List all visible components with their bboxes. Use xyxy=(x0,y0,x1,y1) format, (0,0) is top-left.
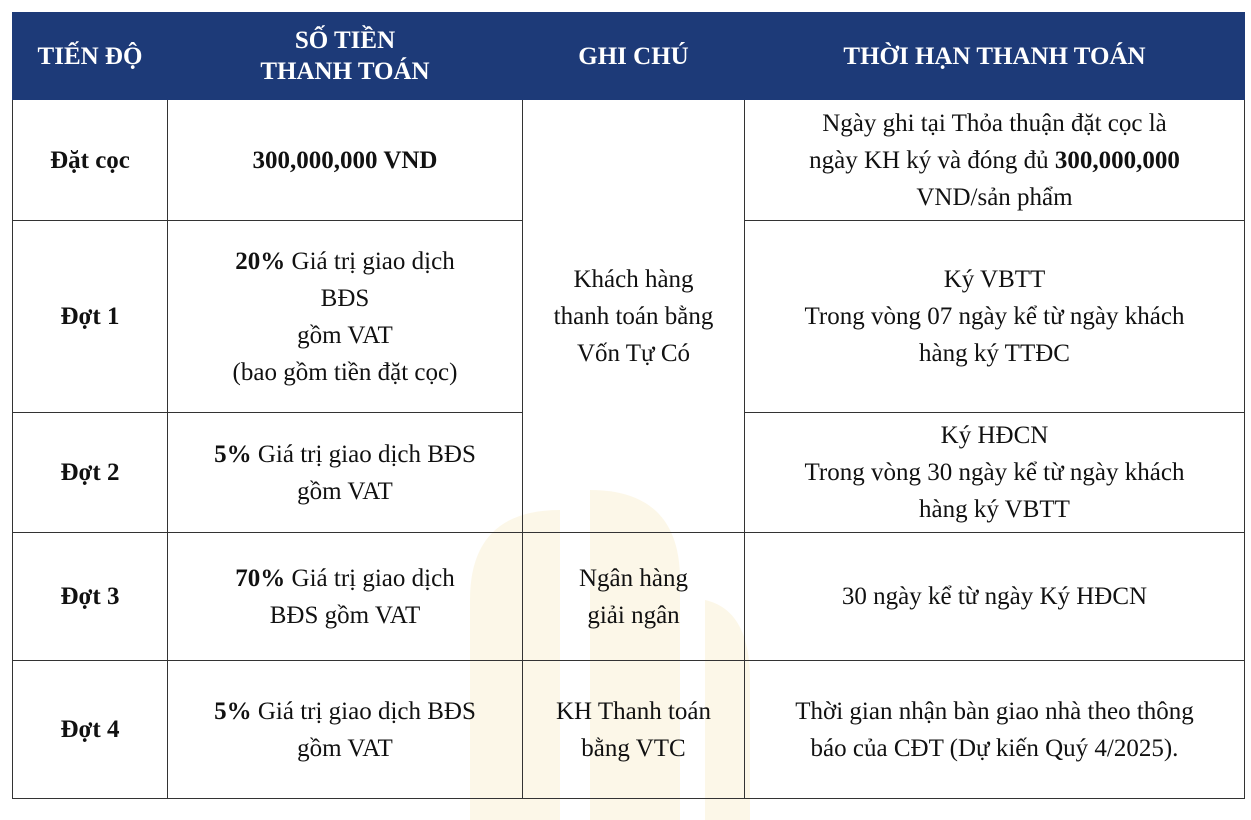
note-line: Khách hàng xyxy=(573,265,694,293)
amount-line xyxy=(174,243,516,280)
amount-cell xyxy=(168,221,523,413)
table-row xyxy=(13,100,1245,221)
note-cell xyxy=(523,533,745,661)
header-amount-line2: THANH TOÁN xyxy=(260,58,430,85)
table-row xyxy=(13,533,1245,661)
header-note: GHI CHÚ xyxy=(523,13,745,100)
header-deadline: THỜI HẠN THANH TOÁN xyxy=(745,13,1245,100)
amount-line: gồm VAT xyxy=(297,321,393,349)
amount-line: BĐS xyxy=(320,284,370,312)
deadline-line: Ký VBTT xyxy=(943,266,1046,293)
deadline-line: Trong vòng 07 ngày kể từ ngày khách xyxy=(804,303,1185,330)
amount-line: gồm VAT xyxy=(297,477,393,505)
deadline-line: báo của CĐT (Dự kiến Quý 4/2025). xyxy=(810,734,1179,762)
deadline-cell xyxy=(745,221,1245,413)
amount-text: Giá trị giao dịch xyxy=(285,247,455,275)
note-line: KH Thanh toán xyxy=(555,697,712,725)
amount-line: gồm VAT xyxy=(297,734,393,762)
note-line: giải ngân xyxy=(587,601,680,629)
deadline-cell xyxy=(745,661,1245,799)
stage-cell: Đợt 4 xyxy=(13,661,168,799)
deadline-cell xyxy=(745,413,1245,533)
note-line: bằng VTC xyxy=(581,734,686,762)
deadline-cell: 30 ngày kể từ ngày Ký HĐCN xyxy=(745,533,1245,661)
amount-line: BĐS gồm VAT xyxy=(269,601,421,629)
header-amount xyxy=(168,13,523,100)
header-stage: TIẾN ĐỘ xyxy=(13,13,168,100)
deadline-line: Ngày ghi tại Thỏa thuận đặt cọc là xyxy=(822,109,1167,137)
stage-cell: Đợt 2 xyxy=(13,413,168,533)
note-cell-merged xyxy=(523,100,745,533)
deadline-line: Thời gian nhận bàn giao nhà theo thông xyxy=(795,697,1194,725)
deadline-line: Trong vòng 30 ngày kể từ ngày khách xyxy=(804,459,1185,486)
deadline-amount: 300,000,000 xyxy=(1054,146,1180,174)
amount-percent: 5% xyxy=(214,440,252,468)
deadline-line: Ký HĐCN xyxy=(940,422,1049,449)
deadline-line: hàng ký TTĐC xyxy=(919,340,1070,367)
amount-text: Giá trị giao dịch BĐS xyxy=(251,697,476,725)
amount-percent: 20% xyxy=(235,247,286,275)
deadline-line xyxy=(751,142,1238,179)
deadline-cell xyxy=(745,100,1245,221)
amount-line xyxy=(174,560,516,597)
amount-text: Giá trị giao dịch BĐS xyxy=(251,440,476,468)
stage-cell: Đặt cọc xyxy=(13,100,168,221)
amount-line xyxy=(174,436,516,473)
amount-line xyxy=(174,693,516,730)
table-header-row xyxy=(13,13,1245,100)
note-cell xyxy=(523,661,745,799)
amount-text: Giá trị giao dịch xyxy=(285,564,455,592)
amount-percent: 70% xyxy=(235,564,286,592)
table-row xyxy=(13,661,1245,799)
amount-cell xyxy=(168,533,523,661)
stage-cell: Đợt 3 xyxy=(13,533,168,661)
note-line: Ngân hàng xyxy=(579,564,688,592)
deadline-text: ngày KH ký và đóng đủ xyxy=(809,146,1055,174)
deadline-line: VND/sản phẩm xyxy=(916,183,1073,211)
deadline-line: hàng ký VBTT xyxy=(919,496,1070,523)
amount-cell xyxy=(168,661,523,799)
stage-cell: Đợt 1 xyxy=(13,221,168,413)
amount-line: (bao gồm tiền đặt cọc) xyxy=(232,358,458,386)
amount-percent: 5% xyxy=(214,697,252,725)
amount-cell xyxy=(168,413,523,533)
payment-schedule-table xyxy=(12,12,1245,799)
note-line: Vốn Tự Có xyxy=(576,339,691,367)
note-line: thanh toán bằng xyxy=(553,302,714,330)
amount-value: 300,000,000 VND xyxy=(252,146,438,174)
amount-cell xyxy=(168,100,523,221)
header-amount-line1: SỐ TIỀN xyxy=(294,27,396,54)
